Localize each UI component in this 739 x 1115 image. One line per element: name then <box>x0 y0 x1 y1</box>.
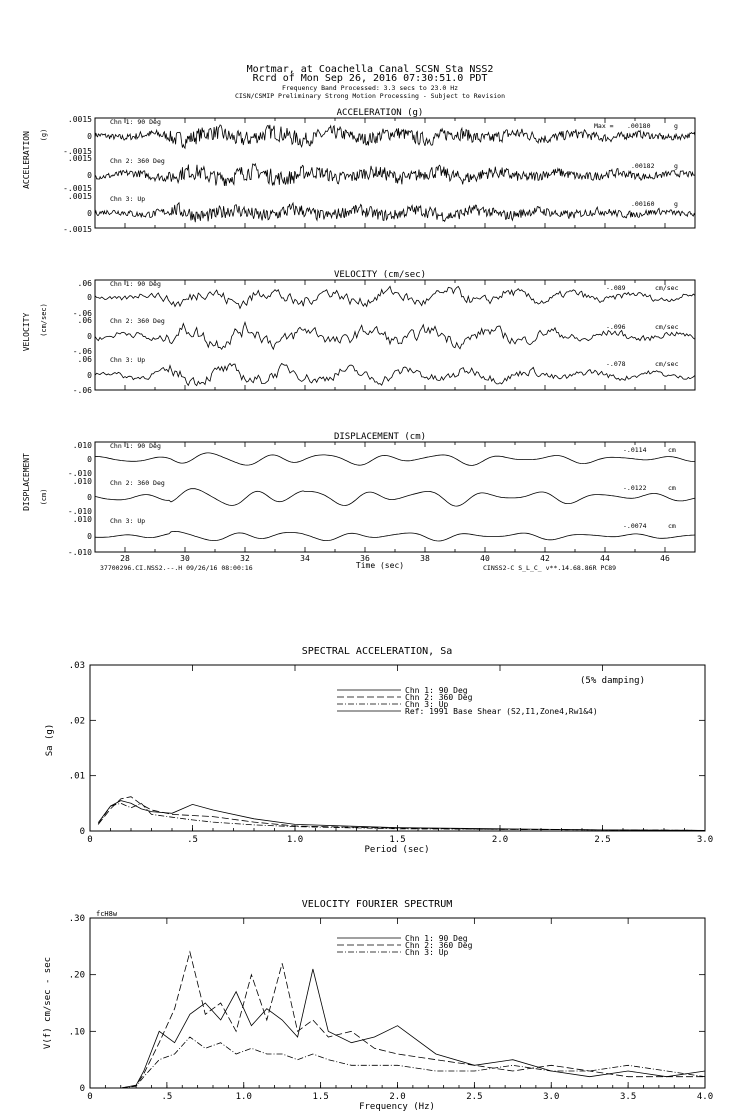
vel-ch2-ytick-bottom: -.06 <box>72 347 92 356</box>
dis-ch2-ytick-top: .010 <box>72 477 92 486</box>
fourier-legend-label: Chn 3: Up <box>405 948 449 957</box>
time-tick-label: 32 <box>240 554 250 563</box>
fourier-series-1 <box>121 969 705 1088</box>
acc-ch3-ytick-bottom: -.0015 <box>63 225 92 234</box>
station-title: Mortmar, at Coachella Canal SCSN Sta NSS2 <box>246 64 494 75</box>
time-tick-label: 28 <box>120 554 130 563</box>
fourier-y-tick-label: .10 <box>68 1027 85 1038</box>
fourier-title: VELOCITY FOURIER SPECTRUM <box>301 899 453 910</box>
acc-ch3-ytick-zero: 0 <box>87 209 92 218</box>
dis-ch3-ytick-top: .010 <box>72 515 92 524</box>
acc-ch3-ytick-top: .0015 <box>67 192 92 201</box>
acc-max-prefix: Max = <box>594 122 614 130</box>
dis-ch1-max: -.0114 <box>623 446 647 454</box>
sa-x-tick-label: 0 <box>87 835 93 845</box>
sa-legend-label: Chn 2: 360 Deg <box>405 693 473 702</box>
acc-ch3-unit: g <box>674 200 678 208</box>
fourier-x-tick-label: 4.0 <box>696 1092 714 1102</box>
dis-ch2-max: -.0122 <box>623 484 647 492</box>
fourier-x-tick-label: 3.5 <box>619 1092 637 1102</box>
acc-ch1-max: .00180 <box>627 122 651 130</box>
spectral-acceleration-chart <box>45 646 713 855</box>
vel-ch1-ytick-bottom: -.06 <box>72 309 92 318</box>
sa-series-1 <box>98 801 705 831</box>
acceleration-title: ACCELERATION (g) <box>336 108 424 118</box>
dis-ch1-unit: cm <box>668 446 676 454</box>
fourier-x-tick-label: 2.0 <box>389 1092 406 1102</box>
vel-ch3-trace <box>95 363 695 385</box>
vel-ch3-ytick-bottom: -.06 <box>72 386 92 395</box>
time-tick-label: 42 <box>540 554 550 563</box>
sa-legend-label: Chn 3: Up <box>405 700 449 709</box>
fourier-y-tick-label: .30 <box>68 914 85 924</box>
fourier-y-axis-label: V(f) cm/sec - sec <box>43 956 53 1050</box>
displacement-unit-label: (cm) <box>40 488 48 506</box>
fourier-legend-label: Chn 1: 90 Deg <box>405 934 468 943</box>
fourier-legend-label: Chn 2: 360 Deg <box>405 941 473 950</box>
fourier-x-tick-label: 3.0 <box>543 1092 560 1102</box>
acc-ch1-label: Chn 1: 90 Deg <box>110 118 161 126</box>
fourier-x-tick-label: 2.5 <box>466 1092 483 1102</box>
acc-ch3-max: .00160 <box>631 200 655 208</box>
time-tick-label: 36 <box>360 554 370 563</box>
sa-series-lines <box>98 797 705 831</box>
vel-ch1-ytick-zero: 0 <box>87 293 92 302</box>
fourier-x-tick-label: .5 <box>161 1092 173 1102</box>
displacement-panel <box>22 432 695 572</box>
vel-ch1-unit: cm/sec <box>655 284 679 292</box>
sa-y-tick-label: .02 <box>68 716 85 727</box>
fourier-x-tick-label: 1.0 <box>235 1092 252 1102</box>
velocity-title: VELOCITY (cm/sec) <box>333 270 427 280</box>
acceleration-panel <box>22 108 695 234</box>
vel-ch1-max: -.089 <box>606 284 626 292</box>
vel-ch3-ytick-zero: 0 <box>87 371 92 380</box>
acc-ch2-ytick-top: .0015 <box>67 154 92 163</box>
acc-ch1-unit: g <box>674 122 678 130</box>
acc-ch2-ytick-bottom: -.0015 <box>63 184 92 193</box>
dis-ch1-ytick-top: .010 <box>72 441 92 450</box>
vel-ch2-unit: cm/sec <box>655 323 679 331</box>
acc-ch1-ytick-zero: 0 <box>87 132 92 141</box>
velocity-side-label: VELOCITY <box>22 312 31 352</box>
record-id-footer: 37700296.CI.NSS2.--.H 09/26/16 08:00:16 <box>100 564 253 572</box>
dis-ch1-label: Chn 1: 90 Deg <box>110 442 161 450</box>
fourier-x-tick-label: 0 <box>87 1092 93 1102</box>
acc-ch3-trace <box>95 203 695 222</box>
fourier-x-tick-label: 1.5 <box>312 1092 329 1102</box>
dis-ch3-trace <box>95 531 695 541</box>
dis-ch2-label: Chn 2: 360 Deg <box>110 479 165 487</box>
fourier-series-3 <box>121 1037 705 1088</box>
sa-x-tick-label: .5 <box>187 835 198 845</box>
sa-x-axis-label: Period (sec) <box>364 845 430 855</box>
sa-damping-note: (5% damping) <box>580 676 646 686</box>
sa-x-tick-label: 2.0 <box>491 835 509 845</box>
vel-ch1-ytick-top: .06 <box>77 279 92 288</box>
sa-series-2 <box>98 797 705 831</box>
dis-ch3-ytick-bottom: -.010 <box>67 548 92 557</box>
sa-x-tick-label: 3.0 <box>696 835 714 845</box>
fourier-axis-ticks <box>69 914 713 1102</box>
velocity-frame <box>95 280 695 390</box>
acc-ch2-max: .00182 <box>631 162 655 170</box>
fourier-series-lines <box>121 952 705 1088</box>
sa-legend-label: Chn 1: 90 Deg <box>405 686 468 695</box>
dis-ch3-max: -.0074 <box>623 522 647 530</box>
acc-ch2-label: Chn 2: 360 Deg <box>110 157 165 165</box>
dis-ch1-trace <box>95 453 695 466</box>
displacement-title: DISPLACEMENT (cm) <box>333 432 427 442</box>
fourier-corner-label: fcH8w <box>96 910 118 918</box>
acc-ch1-ytick-top: .0015 <box>67 115 92 124</box>
processing-note: CISN/CSMIP Preliminary Strong Motion Processing - Subject to Revision <box>234 92 506 100</box>
dis-ch3-unit: cm <box>668 522 676 530</box>
dis-ch2-ytick-bottom: -.010 <box>67 507 92 516</box>
dis-ch1-ytick-bottom: -.010 <box>67 469 92 478</box>
vel-ch1-trace <box>95 286 695 308</box>
dis-ch1-ytick-zero: 0 <box>87 455 92 464</box>
vel-ch2-ytick-top: .06 <box>77 316 92 325</box>
acceleration-unit-label: (g) <box>40 128 48 142</box>
acc-ch1-ytick-bottom: -.0015 <box>63 147 92 156</box>
velocity-unit-label: (cm/sec) <box>40 303 48 337</box>
sa-series-3 <box>98 803 705 830</box>
sa-y-tick-label: 0 <box>79 827 85 837</box>
fourier-spectrum-chart <box>43 899 713 1112</box>
time-tick-label: 46 <box>660 554 670 563</box>
sa-x-tick-label: 1.5 <box>389 835 406 845</box>
time-tick-label: 40 <box>480 554 490 563</box>
dis-ch2-ytick-zero: 0 <box>87 493 92 502</box>
vel-ch3-ytick-top: .06 <box>77 355 92 364</box>
dis-ch3-label: Chn 3: Up <box>110 517 146 525</box>
dis-ch3-ytick-zero: 0 <box>87 532 92 541</box>
vel-ch3-unit: cm/sec <box>655 360 679 368</box>
vel-ch2-label: Chn 2: 360 Deg <box>110 317 165 325</box>
sa-x-tick-label: 1.0 <box>286 835 304 845</box>
dis-ch2-trace <box>95 489 695 507</box>
sa-x-tick-label: 2.5 <box>594 835 611 845</box>
frequency-band: Frequency Band Processed: 3.3 secs to 23.0 Hz <box>281 84 459 92</box>
dis-ch2-unit: cm <box>668 484 676 492</box>
displacement-time-ticks <box>125 442 665 552</box>
sa-legend-label: Ref: 1991 Base Shear (S2,I1,Zone4,Rw1&4) <box>405 707 598 716</box>
velocity-panel <box>22 270 695 395</box>
time-tick-label: 34 <box>300 554 310 563</box>
sa-legend <box>337 686 598 716</box>
vel-ch3-max: -.078 <box>606 360 626 368</box>
fourier-y-tick-label: 0 <box>79 1084 85 1094</box>
acc-ch2-ytick-zero: 0 <box>87 171 92 180</box>
fourier-y-tick-label: .20 <box>68 970 85 981</box>
displacement-frame <box>95 442 695 552</box>
acc-ch3-label: Chn 3: Up <box>110 195 146 203</box>
time-tick-label: 44 <box>600 554 610 563</box>
sa-title: SPECTRAL ACCELERATION, Sa <box>301 646 453 657</box>
record-time: Rcrd of Mon Sep 26, 2016 07:30:51.0 PDT <box>252 73 488 84</box>
acceleration-side-label: ACCELERATION <box>22 131 31 189</box>
sa-y-axis-label: Sa (g) <box>45 723 55 757</box>
acc-ch2-unit: g <box>674 162 678 170</box>
processing-id-footer: CINSS2-C S_L_C_ v**.14.68.86R PC89 <box>483 564 617 572</box>
sa-y-tick-label: .01 <box>68 771 85 782</box>
sa-axis-ticks <box>69 661 713 845</box>
time-tick-label: 38 <box>420 554 430 563</box>
vel-ch2-max: -.096 <box>606 323 626 331</box>
vel-ch2-ytick-zero: 0 <box>87 332 92 341</box>
vel-ch1-label: Chn 1: 90 Deg <box>110 280 161 288</box>
fourier-frame <box>90 918 705 1088</box>
fourier-legend <box>337 934 473 957</box>
time-axis-label: Time (sec) <box>355 561 405 570</box>
vel-ch2-trace <box>95 322 695 349</box>
time-tick-label: 30 <box>180 554 190 563</box>
displacement-side-label: DISPLACEMENT <box>22 453 31 511</box>
vel-ch3-label: Chn 3: Up <box>110 356 146 364</box>
acc-ch2-trace <box>95 164 695 186</box>
sa-y-tick-label: .03 <box>68 661 85 671</box>
fourier-x-axis-label: Frequency (Hz) <box>359 1102 435 1112</box>
